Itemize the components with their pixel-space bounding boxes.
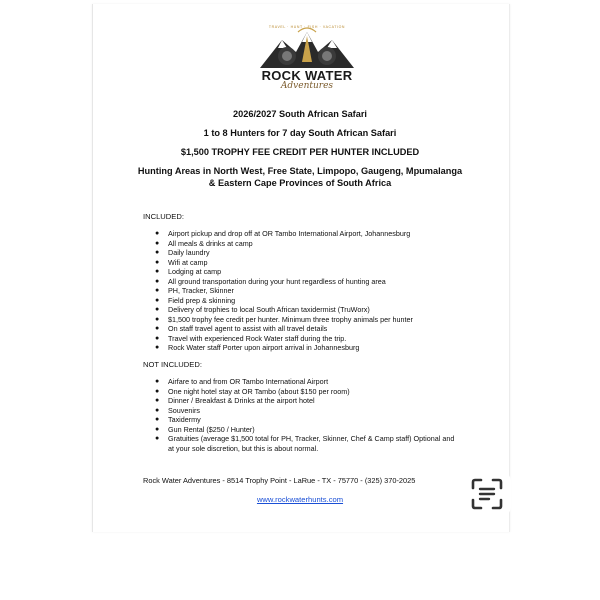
included-heading: INCLUDED: (143, 212, 184, 221)
list-item: ● Lodging at camp (155, 267, 222, 276)
list-item: ● Gun Rental ($250 / Hunter) (155, 424, 255, 434)
list-item: ● Gratuities (average $1,500 total for PH, Tracker, Skinner, Chef & Camp staff) Optional and (155, 434, 455, 443)
hunting-areas-line-2: & Eastern Cape Provinces of South Africa (208, 178, 392, 188)
list-item: ● Delivery of trophies to local South African taxidermist (TruWorx) (155, 305, 370, 314)
list-item: ● Field prep & skinning (155, 295, 236, 305)
list-item: ● On staff travel agent to assist with all travel details (155, 324, 328, 333)
trophy-credit-line: $1,500 TROPHY FEE CREDIT PER HUNTER INCLUDED (180, 147, 420, 157)
included-list (143, 229, 413, 353)
list-item: ● Dinner / Breakfast & Drinks at the airport hotel (155, 396, 315, 405)
not-included-list (143, 377, 454, 453)
list-item: ● Airfare to and from OR Tambo International Airport (155, 377, 329, 386)
hunting-areas-line-1: Hunting Areas in North West, Free State, Limpopo, Gaugeng, Mpumalanga (137, 166, 463, 176)
scan-text-button[interactable] (463, 470, 511, 518)
rock-water-logo (252, 22, 362, 102)
logo-script: Adventures (280, 81, 334, 91)
not-included-heading: NOT INCLUDED: (143, 360, 202, 369)
company-address: Rock Water Adventures - 8514 Trophy Point - LaRue - TX - 75770 - (325) 370-2025 (143, 476, 416, 485)
list-item: ● Rock Water staff Porter upon airport arrival in Johannesburg (155, 343, 360, 352)
list-item: ● Airport pickup and drop off at OR Tambo International Airport, Johannesburg (155, 229, 411, 238)
list-item: at your sole discretion, but this is about normal. (168, 443, 319, 453)
subtitle-hunters: 1 to 8 Hunters for 7 day South African Safari (203, 128, 397, 138)
title-safari: 2026/2027 South African Safari (233, 109, 367, 119)
list-item: ● PH, Tracker, Skinner (155, 286, 234, 295)
list-item: ● One night hotel stay at OR Tambo (about $150 per room) (155, 386, 350, 396)
logo-tagline: TRAVEL · HUNT · FISH · VACATION (268, 25, 346, 29)
list-item: ● Travel with experienced Rock Water staff during the trip. (155, 333, 347, 343)
list-item: ● All ground transportation during your hunt regardless of hunting area (155, 276, 386, 286)
logo-name: ROCK WATER (261, 68, 353, 83)
list-item: ● Souvenirs (155, 405, 200, 415)
website-link[interactable]: www.rockwaterhunts.com (256, 495, 344, 504)
list-item: ● $1,500 trophy fee credit per hunter. Minimum three trophy animals per hunter (155, 314, 413, 324)
list-item: ● Wifi at camp (155, 257, 208, 267)
list-item: ● Daily laundry (155, 248, 210, 257)
list-item: ● Taxidermy (155, 415, 201, 424)
mountain-logo-icon (252, 22, 362, 70)
list-item: ● All meals & drinks at camp (155, 238, 253, 248)
scan-text-icon (463, 470, 511, 518)
